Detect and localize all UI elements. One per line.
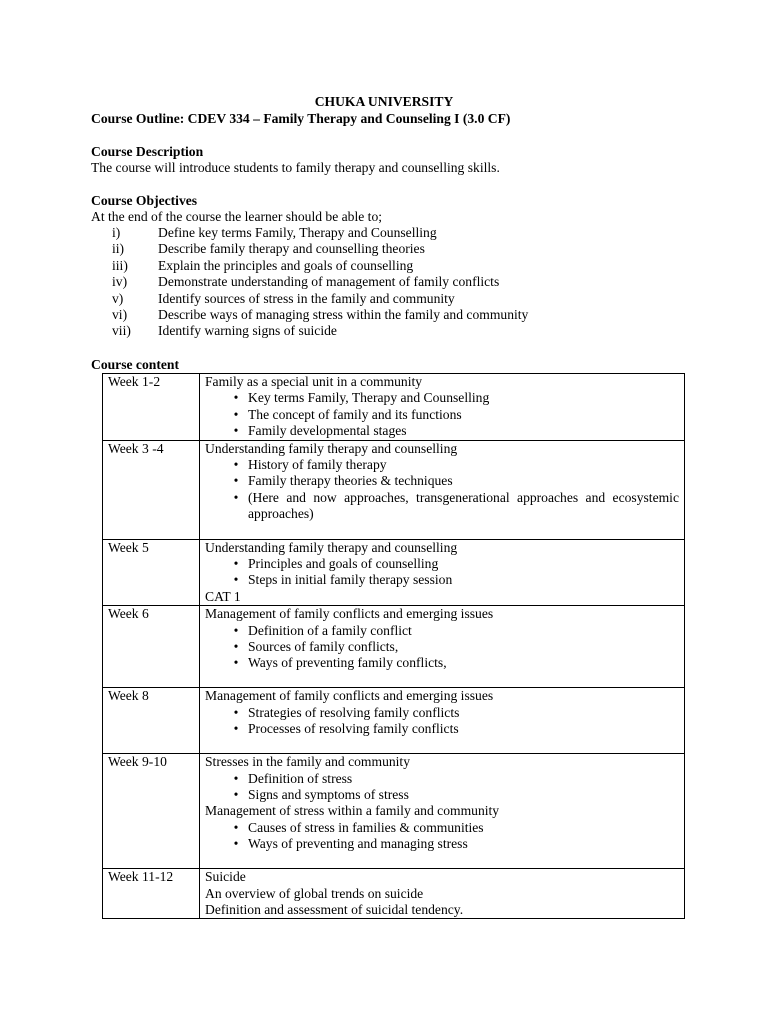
topic-title: Suicide (205, 869, 246, 885)
list-item: • Causes of stress in families & communities (233, 819, 484, 835)
week-cell: Week 5 (103, 539, 200, 606)
list-item: • Ways of preventing and managing stress (233, 836, 468, 852)
list-item: • Family therapy theories & techniques (233, 473, 453, 489)
topic-cell (200, 374, 685, 441)
topic-cell (200, 869, 685, 919)
course-content-table (102, 373, 685, 919)
week-cell: Week 8 (103, 688, 200, 754)
objective-item: i) Define key terms Family, Therapy and Counselling (112, 225, 437, 240)
list-item: • Definition of a family conflict (233, 622, 412, 638)
topic-title: Stresses in the family and community (205, 754, 411, 770)
list-item: • History of family therapy (233, 457, 387, 473)
topic-title: Management of family conflicts and emerging issues (205, 606, 494, 622)
objective-item: v) Identify sources of stress in the family and community (112, 290, 455, 306)
list-item: • Family developmental stages (233, 423, 407, 439)
table-row (103, 869, 685, 919)
course-outline-title: Course Outline: CDEV 334 – Family Therapy and Counseling I (3.0 CF) (91, 111, 511, 126)
topic-cell (200, 606, 685, 688)
week-cell: Week 9-10 (103, 754, 200, 869)
table-row (103, 688, 685, 754)
list-item: • Key terms Family, Therapy and Counselling (233, 390, 490, 406)
topic-cell (200, 688, 685, 754)
description-heading: Course Description (91, 144, 204, 159)
topic-line: Definition and assessment of suicidal tendency. (205, 902, 464, 918)
topic-title: Management of family conflicts and emerging issues (205, 688, 494, 704)
week-cell: Week 11-12 (103, 869, 200, 919)
content-heading: Course content (91, 357, 179, 372)
topic-title: Family as a special unit in a community (205, 374, 423, 389)
objective-item: iii) Explain the principles and goals of counselling (112, 257, 414, 273)
topic-cell (200, 539, 685, 606)
topic-title: Management of stress within a family and community (205, 803, 500, 819)
objectives-intro: At the end of the course the learner should be able to; (91, 209, 383, 224)
topic-title: Understanding family therapy and counselling (205, 539, 458, 555)
table-row (103, 606, 685, 688)
list-item: • (Here and now approaches, transgenerational approaches and ecosystemic approaches) (233, 489, 679, 522)
objective-item: ii) Describe family therapy and counselling theories (112, 241, 425, 257)
objective-item: iv) Demonstrate understanding of management of family conflicts (112, 274, 500, 290)
list-item: • Principles and goals of counselling (233, 556, 439, 572)
list-item: • Steps in initial family therapy session (233, 572, 453, 588)
objectives-heading: Course Objectives (91, 193, 198, 208)
objective-item: vii) Identify warning signs of suicide (112, 323, 337, 339)
list-item: • Strategies of resolving family conflicts (233, 704, 460, 720)
topic-cell (200, 440, 685, 539)
week-cell: Week 1-2 (103, 374, 200, 441)
table-row (103, 374, 685, 441)
topic-line: An overview of global trends on suicide (205, 885, 424, 901)
objective-item: vi) Describe ways of managing stress within the family and community (112, 306, 529, 322)
description-text: The course will introduce students to family therapy and counselling skills. (91, 160, 500, 175)
objectives-list (112, 225, 528, 340)
table-row (103, 754, 685, 869)
list-item: • Processes of resolving family conflicts (233, 721, 459, 737)
topic-title: Understanding family therapy and counselling (205, 440, 458, 456)
topic-cell (200, 754, 685, 869)
list-item: • Definition of stress (233, 770, 353, 786)
cat-label: CAT 1 (205, 588, 241, 604)
table-row (103, 440, 685, 539)
list-item: • Ways of preventing family conflicts, (233, 655, 447, 671)
week-cell: Week 6 (103, 606, 200, 688)
list-item: • Signs and symptoms of stress (233, 787, 409, 803)
list-item: • Sources of family conflicts, (233, 639, 399, 655)
week-cell: Week 3 -4 (103, 440, 200, 539)
list-item: • The concept of family and its functions (233, 406, 462, 422)
table-row (103, 539, 685, 606)
university-title: CHUKA UNIVERSITY (314, 94, 454, 109)
